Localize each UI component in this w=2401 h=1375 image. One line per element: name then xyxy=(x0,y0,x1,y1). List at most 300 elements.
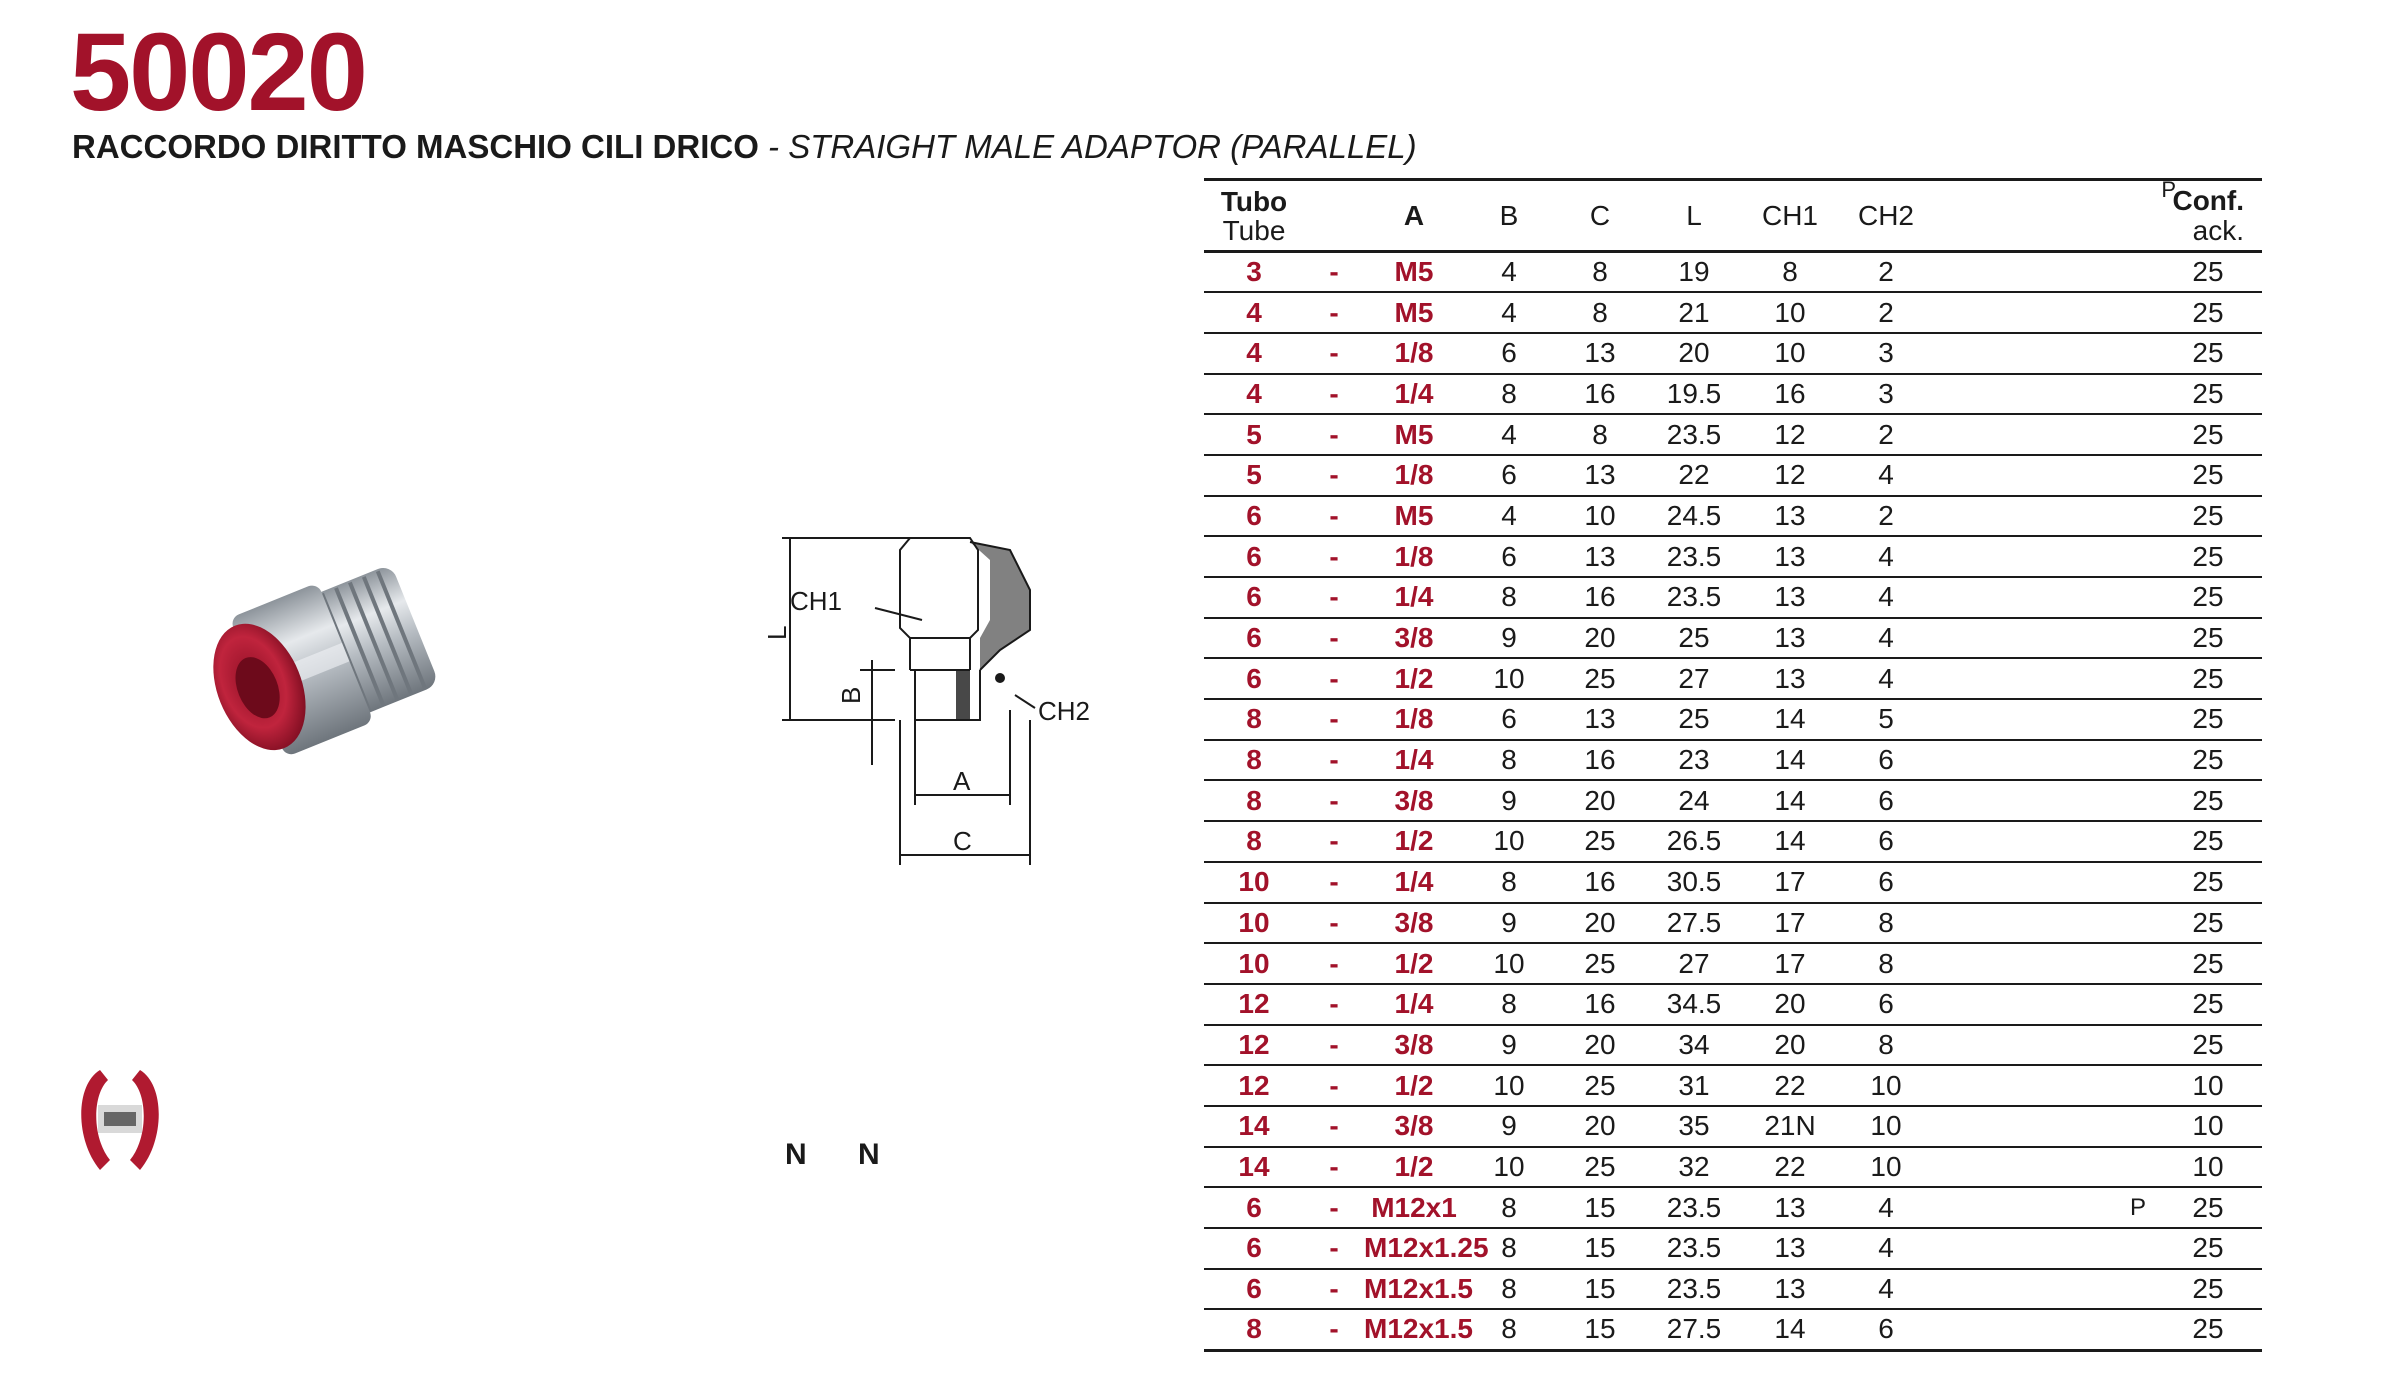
label-b: B xyxy=(836,686,866,704)
table-row xyxy=(1204,414,2262,455)
cell-a: 1/4 xyxy=(1394,866,1434,898)
cell-note xyxy=(1926,252,2146,293)
cell-pack: 10 xyxy=(2192,1069,2224,1101)
cell-dash: - xyxy=(1329,1028,1339,1060)
cell-ch1: 10 xyxy=(1774,337,1806,369)
table-row xyxy=(1204,658,2262,699)
cell-c: 20 xyxy=(1584,784,1616,816)
label-l: L xyxy=(762,625,792,640)
cell-ch2: 5 xyxy=(1878,703,1894,735)
cell-note xyxy=(1926,455,2146,496)
table-row xyxy=(1204,536,2262,577)
cell-note xyxy=(1926,374,2146,415)
cell-c: 16 xyxy=(1584,377,1616,409)
cell-ch1: 17 xyxy=(1774,866,1806,898)
cell-l: 31 xyxy=(1678,1069,1710,1101)
cell-dash: - xyxy=(1329,296,1339,328)
cell-b: 4 xyxy=(1501,296,1517,328)
cell-c: 16 xyxy=(1584,866,1616,898)
cell-ch1: 20 xyxy=(1774,988,1806,1020)
cell-pack: 25 xyxy=(2192,988,2224,1020)
cell-ch1: 17 xyxy=(1774,906,1806,938)
cell-tube: 10 xyxy=(1238,866,1270,898)
cell-b: 8 xyxy=(1501,377,1517,409)
cell-pack: 25 xyxy=(2192,906,2224,938)
cell-pack: 25 xyxy=(2192,418,2224,450)
cell-b: 6 xyxy=(1501,703,1517,735)
cell-b: 10 xyxy=(1493,825,1525,857)
table-body xyxy=(1204,252,2262,1351)
label-c: C xyxy=(953,826,972,856)
cell-tube: 6 xyxy=(1246,1191,1262,1223)
table-row xyxy=(1204,1309,2262,1350)
cell-l: 22 xyxy=(1678,459,1710,491)
cell-note xyxy=(1926,740,2146,781)
cell-c: 25 xyxy=(1584,1069,1616,1101)
cell-dash: - xyxy=(1329,622,1339,654)
cell-note xyxy=(1926,1025,2146,1066)
product-subtitle xyxy=(72,127,1417,167)
cell-l: 27.5 xyxy=(1666,906,1722,938)
cell-note xyxy=(1926,1065,2146,1106)
cell-ch2: 10 xyxy=(1870,1110,1902,1142)
cell-dash: - xyxy=(1329,906,1339,938)
header-pack: P Conf. ack. xyxy=(2161,177,2244,246)
cell-ch1: 13 xyxy=(1774,581,1806,613)
cell-dash: - xyxy=(1329,337,1339,369)
cell-l: 25 xyxy=(1678,703,1710,735)
cell-tube: 14 xyxy=(1238,1110,1270,1142)
table-row xyxy=(1204,740,2262,781)
cell-ch2: 10 xyxy=(1870,1069,1902,1101)
cell-l: 23.5 xyxy=(1666,581,1722,613)
cell-note: P xyxy=(2129,1193,2146,1221)
table-row xyxy=(1204,862,2262,903)
mark-left: N xyxy=(785,1138,807,1171)
cell-ch2: 3 xyxy=(1878,337,1894,369)
cell-c: 15 xyxy=(1584,1273,1616,1305)
table-row xyxy=(1204,1187,2262,1228)
cell-a: 1/8 xyxy=(1394,703,1434,735)
cell-pack: 25 xyxy=(2192,662,2224,694)
cell-c: 15 xyxy=(1584,1232,1616,1264)
cell-b: 9 xyxy=(1501,1028,1517,1060)
cell-a: 3/8 xyxy=(1394,622,1434,654)
cell-a: 1/4 xyxy=(1394,581,1434,613)
cell-a: 1/8 xyxy=(1394,337,1434,369)
brand-logo-icon xyxy=(70,1060,170,1180)
cell-ch2: 4 xyxy=(1878,1232,1894,1264)
cell-c: 15 xyxy=(1584,1313,1616,1345)
cell-c: 20 xyxy=(1584,1028,1616,1060)
title-separator: - xyxy=(758,128,789,165)
fitting-section-drawing-icon xyxy=(760,520,1100,880)
cell-c: 25 xyxy=(1584,1150,1616,1182)
cell-ch1: 17 xyxy=(1774,947,1806,979)
cell-l: 24 xyxy=(1678,784,1710,816)
cell-l: 25 xyxy=(1678,622,1710,654)
cell-tube: 6 xyxy=(1246,1273,1262,1305)
cell-ch1: 12 xyxy=(1774,418,1806,450)
cell-c: 8 xyxy=(1592,296,1608,328)
cell-b: 8 xyxy=(1501,866,1517,898)
cell-ch1: 13 xyxy=(1774,1191,1806,1223)
label-ch1: CH1 xyxy=(790,586,843,616)
cell-pack: 25 xyxy=(2192,744,2224,776)
table-header-row xyxy=(1204,180,2262,252)
cell-tube: 4 xyxy=(1246,377,1262,409)
cell-pack: 25 xyxy=(2192,296,2224,328)
cell-c: 8 xyxy=(1592,418,1608,450)
cell-pack: 25 xyxy=(2192,1273,2224,1305)
cell-note xyxy=(1926,292,2146,333)
cell-pack: 25 xyxy=(2192,866,2224,898)
cell-note xyxy=(1926,821,2146,862)
header-spacer xyxy=(1934,180,2154,252)
cell-note xyxy=(1926,903,2146,944)
cell-note xyxy=(1926,699,2146,740)
cell-dash: - xyxy=(1329,581,1339,613)
cell-l: 35 xyxy=(1678,1110,1710,1142)
cell-ch2: 6 xyxy=(1878,744,1894,776)
cell-l: 23.5 xyxy=(1666,1232,1722,1264)
cell-ch1: 22 xyxy=(1774,1069,1806,1101)
cell-dash: - xyxy=(1329,947,1339,979)
cell-tube: 6 xyxy=(1246,581,1262,613)
cell-note xyxy=(1926,536,2146,577)
cell-l: 27 xyxy=(1678,662,1710,694)
cell-note xyxy=(1926,780,2146,821)
cell-dash: - xyxy=(1329,377,1339,409)
cell-l: 23.5 xyxy=(1666,418,1722,450)
cell-a: M5 xyxy=(1394,296,1434,328)
table-row xyxy=(1204,374,2262,415)
cell-a: 1/8 xyxy=(1394,540,1434,572)
cell-b: 8 xyxy=(1501,744,1517,776)
cell-note xyxy=(1926,333,2146,374)
cell-c: 15 xyxy=(1584,1191,1616,1223)
cell-tube: 4 xyxy=(1246,296,1262,328)
table-row xyxy=(1204,1147,2262,1188)
cell-ch1: 8 xyxy=(1782,256,1798,288)
cell-l: 24.5 xyxy=(1666,499,1722,531)
table-row xyxy=(1204,943,2262,984)
cell-note xyxy=(1926,984,2146,1025)
table-row xyxy=(1204,780,2262,821)
cell-pack: 10 xyxy=(2192,1110,2224,1142)
cell-l: 30.5 xyxy=(1666,866,1722,898)
cell-l: 21 xyxy=(1678,296,1710,328)
cell-b: 4 xyxy=(1501,256,1517,288)
header-ch2: CH2 xyxy=(1857,199,1914,231)
cell-ch1: 14 xyxy=(1774,784,1806,816)
table-row xyxy=(1204,1025,2262,1066)
cell-pack: 25 xyxy=(2192,540,2224,572)
cell-tube: 6 xyxy=(1246,499,1262,531)
cell-l: 23.5 xyxy=(1666,540,1722,572)
cell-ch1: 14 xyxy=(1774,744,1806,776)
cell-a: 3/8 xyxy=(1394,1110,1434,1142)
cell-ch2: 4 xyxy=(1878,581,1894,613)
cell-note xyxy=(1926,496,2146,537)
cell-a: 3/8 xyxy=(1394,784,1434,816)
cell-a: M12x1.5 xyxy=(1364,1273,1473,1305)
table-row xyxy=(1204,455,2262,496)
cell-c: 16 xyxy=(1584,988,1616,1020)
cell-note xyxy=(1926,618,2146,659)
table-row xyxy=(1204,821,2262,862)
cell-b: 6 xyxy=(1501,337,1517,369)
header-l: L xyxy=(1686,199,1702,231)
table-row xyxy=(1204,1228,2262,1269)
table-row xyxy=(1204,292,2262,333)
cell-b: 6 xyxy=(1501,459,1517,491)
cell-ch1: 13 xyxy=(1774,1273,1806,1305)
cell-a: 1/2 xyxy=(1394,1069,1434,1101)
cell-tube: 14 xyxy=(1238,1150,1270,1182)
cell-c: 20 xyxy=(1584,622,1616,654)
cell-ch1: 13 xyxy=(1774,622,1806,654)
cell-b: 8 xyxy=(1501,581,1517,613)
table-row xyxy=(1204,1106,2262,1147)
cell-tube: 8 xyxy=(1246,744,1262,776)
cell-l: 19.5 xyxy=(1666,377,1722,409)
cell-pack: 25 xyxy=(2192,947,2224,979)
table-row xyxy=(1204,699,2262,740)
table-row xyxy=(1204,252,2262,293)
cell-ch2: 8 xyxy=(1878,906,1894,938)
cell-a: 1/2 xyxy=(1394,825,1434,857)
cell-note xyxy=(1926,862,2146,903)
cell-ch1: 14 xyxy=(1774,825,1806,857)
cell-l: 27.5 xyxy=(1666,1313,1722,1345)
cell-ch1: 13 xyxy=(1774,499,1806,531)
cell-tube: 12 xyxy=(1238,988,1270,1020)
label-a: A xyxy=(953,766,971,796)
header-b: B xyxy=(1499,199,1519,231)
cell-ch2: 4 xyxy=(1878,662,1894,694)
table-row xyxy=(1204,903,2262,944)
cell-ch2: 10 xyxy=(1870,1150,1902,1182)
cell-ch1: 13 xyxy=(1774,662,1806,694)
cell-pack: 25 xyxy=(2192,581,2224,613)
cell-tube: 12 xyxy=(1238,1028,1270,1060)
table-row xyxy=(1204,1269,2262,1310)
cell-tube: 5 xyxy=(1246,459,1262,491)
cell-pack: 25 xyxy=(2192,622,2224,654)
cell-ch2: 3 xyxy=(1878,377,1894,409)
cell-pack: 25 xyxy=(2192,825,2224,857)
cell-dash: - xyxy=(1329,418,1339,450)
cell-ch1: 14 xyxy=(1774,703,1806,735)
cell-pack: 25 xyxy=(2192,377,2224,409)
cell-dash: - xyxy=(1329,662,1339,694)
cell-a: 1/4 xyxy=(1394,744,1434,776)
cell-ch2: 6 xyxy=(1878,866,1894,898)
cell-tube: 8 xyxy=(1246,784,1262,816)
cell-dash: - xyxy=(1329,703,1339,735)
cell-ch1: 10 xyxy=(1774,296,1806,328)
cell-a: M5 xyxy=(1394,418,1434,450)
cell-ch2: 4 xyxy=(1878,1191,1894,1223)
cell-pack: 25 xyxy=(2192,784,2224,816)
cell-a: 3/8 xyxy=(1394,1028,1434,1060)
cell-b: 9 xyxy=(1501,784,1517,816)
table-row xyxy=(1204,577,2262,618)
cell-c: 10 xyxy=(1584,499,1616,531)
cell-c: 8 xyxy=(1592,256,1608,288)
table-row xyxy=(1204,496,2262,537)
header-dash xyxy=(1304,180,1364,252)
cell-dash: - xyxy=(1329,1110,1339,1142)
cell-note xyxy=(1926,1147,2146,1188)
cell-a: M5 xyxy=(1394,256,1434,288)
cell-note xyxy=(1926,943,2146,984)
cell-c: 20 xyxy=(1584,1110,1616,1142)
cell-dash: - xyxy=(1329,256,1339,288)
header-tube: Tubo Tube xyxy=(1220,185,1288,246)
dimensions-table xyxy=(1204,178,2262,1352)
cell-dash: - xyxy=(1329,988,1339,1020)
cell-c: 13 xyxy=(1584,459,1616,491)
label-ch2: CH2 xyxy=(1038,696,1091,726)
cell-b: 8 xyxy=(1501,988,1517,1020)
cell-tube: 5 xyxy=(1246,418,1262,450)
cell-tube: 8 xyxy=(1246,825,1262,857)
cell-c: 16 xyxy=(1584,744,1616,776)
cell-a: 3/8 xyxy=(1394,906,1434,938)
cell-ch2: 6 xyxy=(1878,784,1894,816)
cell-note xyxy=(1926,1228,2146,1269)
cell-ch2: 2 xyxy=(1878,499,1894,531)
cell-pack: 25 xyxy=(2192,1028,2224,1060)
cell-dash: - xyxy=(1329,1232,1339,1264)
cell-a: 1/2 xyxy=(1394,662,1434,694)
cell-pack: 25 xyxy=(2192,1232,2224,1264)
cell-tube: 10 xyxy=(1238,947,1270,979)
cell-a: M12x1.5 xyxy=(1364,1313,1473,1345)
cell-a: M12x1.25 xyxy=(1364,1232,1489,1264)
cell-c: 25 xyxy=(1584,825,1616,857)
cell-l: 34.5 xyxy=(1666,988,1722,1020)
mark-right: N xyxy=(858,1138,880,1171)
cell-ch1: 16 xyxy=(1774,377,1806,409)
cell-b: 4 xyxy=(1501,499,1517,531)
cell-tube: 3 xyxy=(1246,256,1262,288)
cell-dash: - xyxy=(1329,1313,1339,1345)
cell-b: 8 xyxy=(1501,1191,1517,1223)
cell-dash: - xyxy=(1329,1069,1339,1101)
cell-b: 10 xyxy=(1493,662,1525,694)
cell-l: 34 xyxy=(1678,1028,1710,1060)
cell-l: 27 xyxy=(1678,947,1710,979)
cell-pack: 25 xyxy=(2192,337,2224,369)
cell-note xyxy=(1926,577,2146,618)
cell-pack: 25 xyxy=(2192,1313,2224,1345)
cell-tube: 6 xyxy=(1246,1232,1262,1264)
cell-c: 16 xyxy=(1584,581,1616,613)
cell-c: 25 xyxy=(1584,662,1616,694)
cell-b: 10 xyxy=(1493,1150,1525,1182)
cell-note xyxy=(1926,414,2146,455)
table-row xyxy=(1204,1065,2262,1106)
cell-ch2: 4 xyxy=(1878,459,1894,491)
header-a: A xyxy=(1403,199,1425,231)
cell-dash: - xyxy=(1329,1273,1339,1305)
table-row xyxy=(1204,333,2262,374)
cell-b: 8 xyxy=(1501,1313,1517,1345)
cell-c: 13 xyxy=(1584,703,1616,735)
cell-tube: 4 xyxy=(1246,337,1262,369)
header-ch1: CH1 xyxy=(1761,199,1818,231)
cell-dash: - xyxy=(1329,784,1339,816)
cell-note xyxy=(1926,1106,2146,1147)
cell-a: M12x1 xyxy=(1371,1191,1457,1223)
cell-dash: - xyxy=(1329,459,1339,491)
cell-b: 8 xyxy=(1501,1273,1517,1305)
cell-pack: 25 xyxy=(2192,459,2224,491)
cell-tube: 6 xyxy=(1246,622,1262,654)
cell-tube: 6 xyxy=(1246,662,1262,694)
table-row xyxy=(1204,618,2262,659)
cell-b: 9 xyxy=(1501,906,1517,938)
cell-ch2: 4 xyxy=(1878,540,1894,572)
cell-ch1: 22 xyxy=(1774,1150,1806,1182)
cell-c: 20 xyxy=(1584,906,1616,938)
cell-dash: - xyxy=(1329,1191,1339,1223)
cell-tube: 12 xyxy=(1238,1069,1270,1101)
cell-b: 6 xyxy=(1501,540,1517,572)
cell-ch1: 13 xyxy=(1774,540,1806,572)
cell-dash: - xyxy=(1329,825,1339,857)
cell-pack: 25 xyxy=(2192,703,2224,735)
cell-dash: - xyxy=(1329,744,1339,776)
cell-l: 19 xyxy=(1678,256,1710,288)
product-code: 50020 xyxy=(70,11,366,134)
cell-note xyxy=(1926,658,2146,699)
cell-l: 32 xyxy=(1678,1150,1710,1182)
push-in-fitting-photo-icon xyxy=(190,555,470,805)
cell-ch2: 2 xyxy=(1878,296,1894,328)
cell-ch1: 13 xyxy=(1774,1232,1806,1264)
cell-pack: 10 xyxy=(2192,1150,2224,1182)
cell-dash: - xyxy=(1329,499,1339,531)
cell-a: 1/2 xyxy=(1394,947,1434,979)
cell-pack: 25 xyxy=(2192,499,2224,531)
cell-l: 23.5 xyxy=(1666,1273,1722,1305)
cell-b: 10 xyxy=(1493,947,1525,979)
cell-ch1: 21N xyxy=(1764,1110,1816,1142)
cell-c: 13 xyxy=(1584,540,1616,572)
cell-ch1: 14 xyxy=(1774,1313,1806,1345)
cell-b: 4 xyxy=(1501,418,1517,450)
cell-ch2: 8 xyxy=(1878,947,1894,979)
cell-ch2: 6 xyxy=(1878,825,1894,857)
cell-l: 26.5 xyxy=(1666,825,1722,857)
cell-ch2: 8 xyxy=(1878,1028,1894,1060)
cell-dash: - xyxy=(1329,1150,1339,1182)
cell-b: 9 xyxy=(1501,622,1517,654)
cell-ch1: 12 xyxy=(1774,459,1806,491)
cell-dash: - xyxy=(1329,866,1339,898)
cell-ch2: 4 xyxy=(1878,1273,1894,1305)
cell-tube: 10 xyxy=(1238,906,1270,938)
table-row xyxy=(1204,984,2262,1025)
cell-a: 1/8 xyxy=(1394,459,1434,491)
cell-ch1: 20 xyxy=(1774,1028,1806,1060)
cell-l: 20 xyxy=(1678,337,1710,369)
cell-tube: 6 xyxy=(1246,540,1262,572)
